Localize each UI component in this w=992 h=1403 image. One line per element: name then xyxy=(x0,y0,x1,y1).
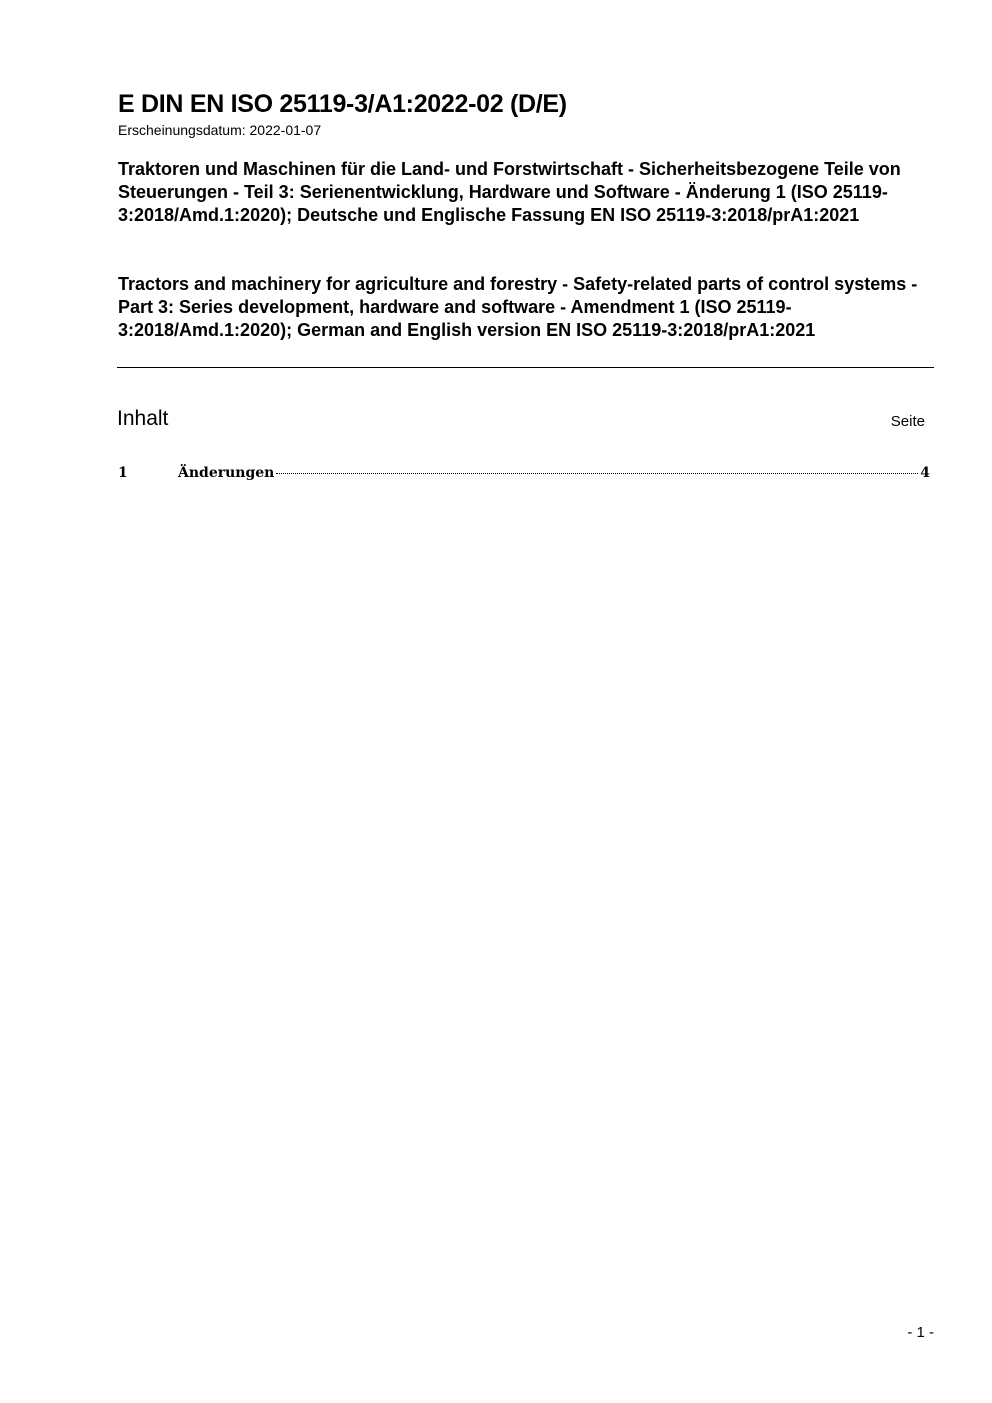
toc-entry[interactable] xyxy=(118,463,930,483)
toc-page-column-heading: Seite xyxy=(890,413,925,430)
english-title: Tractors and machinery for agriculture and forestry - Safety-related parts of control systems - Part 3: Series development, hardware and software - Amendment 1 (ISO 25119-3:2018/Amd.1:2020); German and English version EN ISO 25119-3:2018/prA1:2021 xyxy=(118,274,918,340)
document-title: E DIN EN ISO 25119-3/A1:2022-02 (D/E) xyxy=(118,90,567,118)
publication-date: Erscheinungsdatum: 2022-01-07 xyxy=(118,122,322,138)
toc-dot-leader xyxy=(276,473,918,474)
page-number: - 1 - xyxy=(907,1324,934,1341)
german-title: Traktoren und Maschinen für die Land- und Forstwirtschaft - Sicherheitsbezogene Teile von Steuerungen - Teil 3: Serienentwicklung, Hardware und Software - Änderung 1 (ISO 25119-3:2018/Amd.1:2020); Deutsche und Englische Fassung EN ISO 25119-3:2018/prA1:2021 xyxy=(118,159,901,225)
toc-entry-title[interactable]: Änderungen xyxy=(178,465,275,481)
title-divider xyxy=(117,367,934,368)
toc-entry-page[interactable]: 4 xyxy=(920,465,930,481)
toc-heading: Inhalt xyxy=(117,407,169,430)
toc-entry-number: 1 xyxy=(118,465,128,481)
